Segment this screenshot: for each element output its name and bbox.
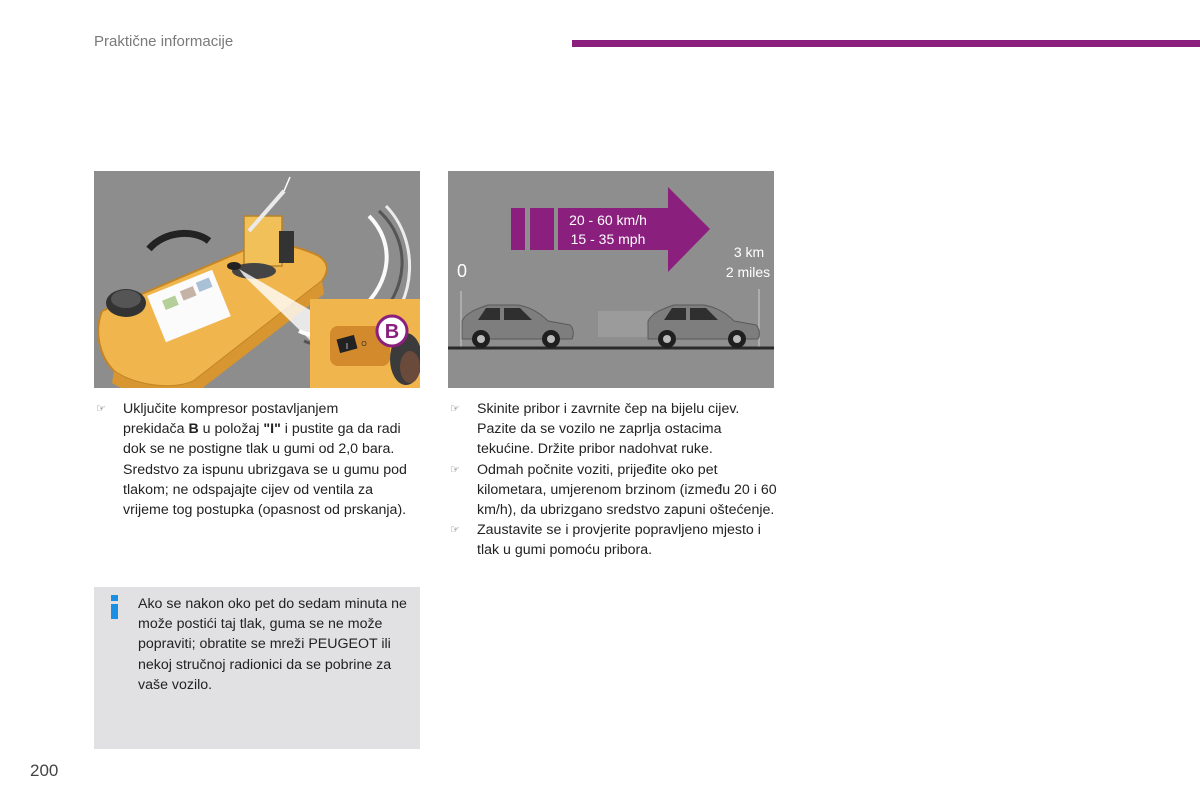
position-reference: "I" <box>263 421 281 438</box>
instruction-paragraph: Sredstvo za ispunu ubrizgava se u gumu pod tlakom; ne odspajajte cijev od ventila za vrijeme tog postupka (opasnost od prskanja). <box>123 461 407 519</box>
page-number: 200 <box>30 761 59 780</box>
pointing-hand-icon: ☞ <box>450 403 460 415</box>
header-accent-bar <box>572 40 1200 47</box>
instruction-item <box>448 399 778 460</box>
instruction-text: i pustite ga da <box>280 421 374 438</box>
instruction-text: Odmah počnite voziti, prijeđite oko pet kilometara, umjerenom brzinom (između 20 i 60 km/h), da ubrizgano sredstvo zapuni oštećenje. <box>477 461 777 519</box>
switch-on-symbol: I <box>345 342 349 351</box>
info-icon <box>111 595 119 619</box>
callout-label-b: B <box>384 321 400 343</box>
driving-illustration <box>448 171 774 388</box>
instruction-text: radi dok se ne postigne tlak u gumi od 2,0 bara. <box>123 421 401 458</box>
instruction-item <box>94 399 414 460</box>
right-instructions <box>448 399 778 561</box>
speed-kmh: 20 - 60 km/h <box>569 212 647 228</box>
distance-start: 0 <box>456 261 468 281</box>
pointing-hand-icon: ☞ <box>450 463 460 476</box>
instruction-text: prekidača <box>123 421 189 438</box>
switch-reference: B <box>188 421 199 438</box>
info-box <box>94 587 420 749</box>
page-header-title: Praktične informacije <box>94 33 234 50</box>
instruction-text: Skinite pribor i zavrnite čep na bijelu cijev. Pazite da se vozilo ne zaprlja ostacima tekućine. Držite pribor nadohvat ruke. <box>477 401 740 458</box>
instruction-item <box>448 520 778 560</box>
instruction-text: u položaj <box>198 421 264 438</box>
speed-mph: 15 - 35 mph <box>570 231 646 247</box>
distance-end-miles: 2 miles <box>725 264 771 280</box>
switch-off-symbol: O <box>361 341 367 348</box>
pointing-hand-icon: ☞ <box>96 403 106 415</box>
instruction-text: Zaustavite se i provjerite popravljeno mjesto i tlak u gumi pomoću pribora. <box>477 522 761 559</box>
pointing-hand-icon: ☞ <box>450 524 460 537</box>
instruction-line: Uključite kompresor postavljanjem <box>123 401 339 417</box>
instruction-item <box>448 460 778 521</box>
info-text: Ako se nakon oko pet do sedam minuta ne može postići taj tlak, guma se ne može popraviti; obratite se mreži PEUGEOT ili nekoj stručnoj radionici da se pobrine za vaše vozilo. <box>138 596 407 693</box>
compressor-illustration <box>94 171 420 388</box>
distance-end-km: 3 km <box>733 244 765 260</box>
left-instructions <box>94 399 414 520</box>
